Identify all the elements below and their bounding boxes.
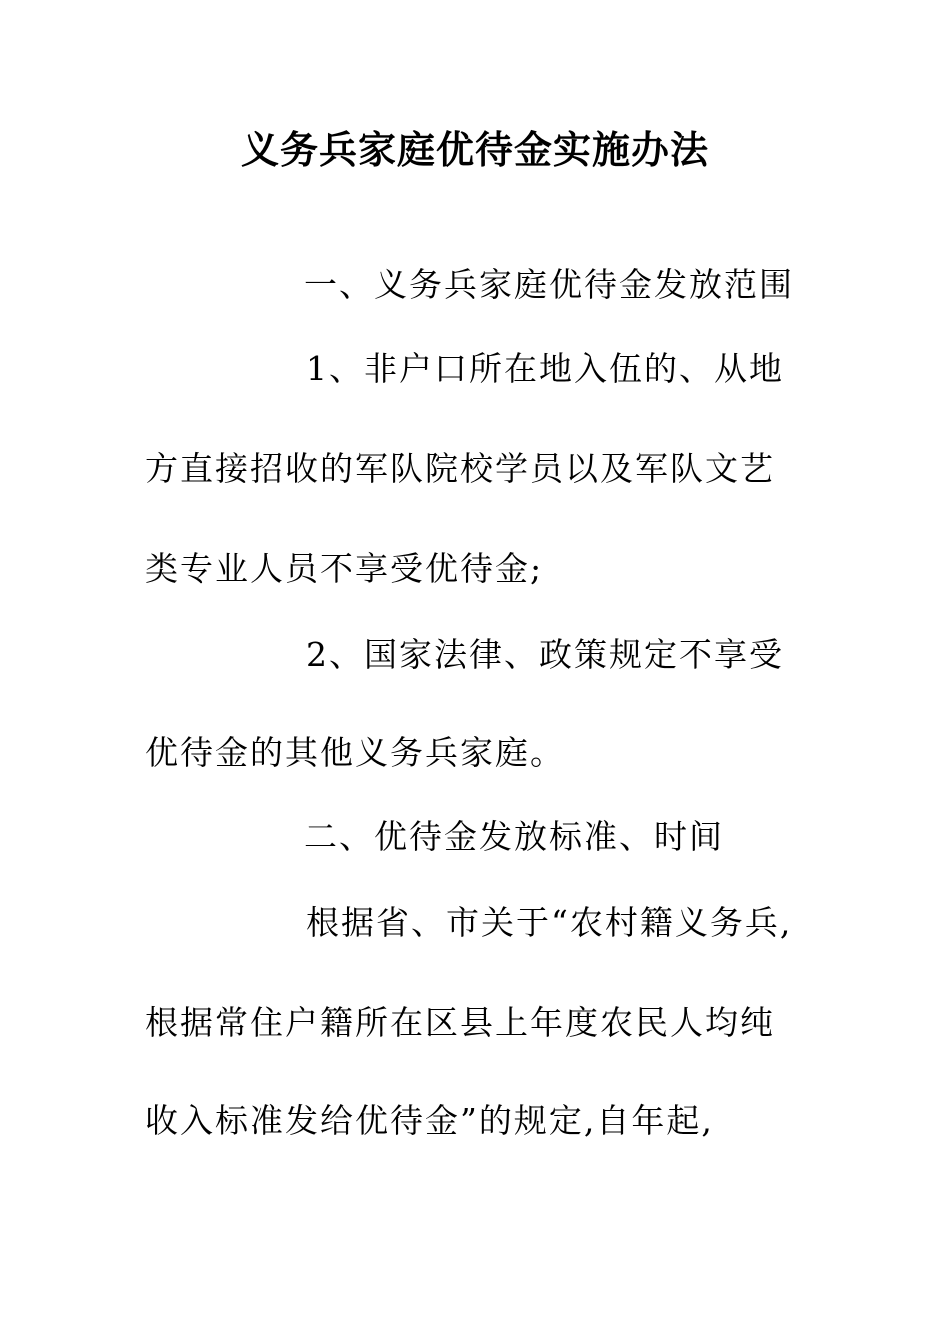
paragraph-line: 类专业人员不享受优待金; xyxy=(145,549,544,588)
paragraph-line: 优待金的其他义务兵家庭。 xyxy=(145,733,565,772)
paragraph-line: 1、非户口所在地入伍的、从地 xyxy=(306,349,784,388)
paragraph-line: 收入标准发给优待金”的规定,自年起, xyxy=(145,1101,714,1140)
paragraph-line: 根据常住户籍所在区县上年度农民人均纯 xyxy=(145,1003,775,1042)
section-heading-2: 二、优待金发放标准、时间 xyxy=(304,817,724,856)
document-title: 义务兵家庭优待金实施办法 xyxy=(240,128,709,172)
paragraph-line: 根据省、市关于“农村籍义务兵, xyxy=(306,903,793,942)
paragraph-line: 2、国家法律、政策规定不享受 xyxy=(306,635,784,674)
paragraph-line: 方直接招收的军队院校学员以及军队文艺 xyxy=(145,449,775,488)
section-heading-1: 一、义务兵家庭优待金发放范围 xyxy=(304,265,794,304)
